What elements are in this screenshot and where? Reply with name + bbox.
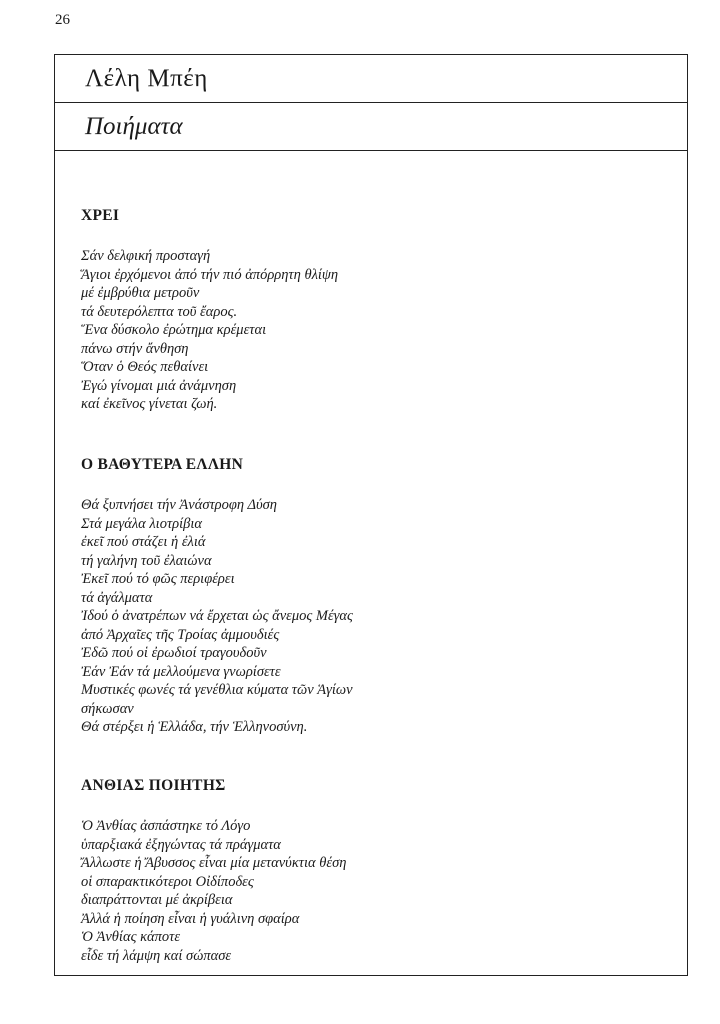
poem-line: Ἅγιοι ἐρχόμενοι ἀπό τήν πιό ἀπόρρητη θλίψη [81, 266, 339, 283]
poem-line: Ἕνα δύσκολο ἐρώτημα κρέμεται [81, 322, 267, 338]
poem-anthias-poiitis [81, 777, 346, 965]
poem-vathytera-ellin [81, 456, 353, 737]
poem-title: Ο ΒΑΘΥΤΕΡΑ ΕΛΛΗΝ [81, 456, 244, 473]
poem-xrei [81, 207, 338, 414]
poem-line: διαπράττονται μέ ἀκρίβεια [81, 892, 233, 908]
poem-frame [54, 54, 688, 976]
poem-lines [81, 247, 338, 414]
poem-line: σήκωσαν [81, 700, 134, 717]
poem-line: Ἄλλωστε ἡ Ἄβυσσος εἶναι μία μετανύκτια θέση [81, 855, 347, 871]
poem-title: ΑΝΘΙΑΣ ΠΟΙΗΤΗΣ [81, 777, 226, 794]
collection-row [55, 103, 687, 151]
poem-line: πάνω στήν ἄνθηση [81, 340, 189, 357]
poem-line: Ἀλλά ἡ ποίηση εἶναι ἡ γυάλινη σφαίρα [81, 910, 300, 927]
poem-line: Θά στέρξει ἡ Ἑλλάδα, τήν Ἑλληνοσύνη. [81, 719, 308, 735]
poem-line: Ὁ Ἀνθίας ἀσπάστηκε τό Λόγο [81, 818, 251, 834]
poem-line: ἐκεῖ πού στάζει ἡ ἐλιά [81, 534, 206, 550]
poem-line: τή γαλήνη τοῦ ἐλαιώνα [81, 552, 212, 569]
poem-line: Ἐάν Ἐάν τά μελλούμενα γνωρίσετε [81, 663, 281, 680]
collection-title: Ποιήματα [85, 112, 183, 140]
poem-line: Ἐγώ γίνομαι μιά ἀνάμνηση [81, 377, 237, 394]
author-name: Λέλη Μπέη [85, 64, 208, 92]
poem-line: καί ἐκεῖνος γίνεται ζωή. [81, 396, 218, 412]
poem-line: Στά μεγάλα λιοτρίβια [81, 515, 202, 532]
poem-line: τά ἀγάλματα [81, 589, 153, 606]
poem-line: Σάν δελφική προσταγή [81, 248, 211, 264]
poem-line: Ὅταν ὁ Θεός πεθαίνει [81, 359, 209, 375]
poem-line: Θά ξυπνήσει τήν Ἀνάστροφη Δύση [81, 497, 277, 513]
poem-line: Ἐδῶ πού οἱ ἐρωδιοί τραγουδοῦν [81, 645, 267, 661]
poem-line: Μυστικές φωνές τά γενέθλια κύματα τῶν Ἁγίων [81, 682, 353, 698]
poem-title: ΧΡΕΙ [81, 207, 120, 224]
poem-line: μέ ἐμβρύθια μετροῦν [81, 285, 200, 301]
poem-line: ὑπαρξιακά ἐξηγώντας τά πράγματα [81, 836, 281, 853]
poem-line: τά δευτερόλεπτα τοῦ ἔαρος. [81, 303, 238, 320]
poem-lines [81, 817, 346, 965]
author-row [55, 55, 687, 103]
page-number: 26 [55, 12, 70, 28]
poem-line: Ἐκεῖ πού τό φῶς περιφέρει [81, 571, 235, 587]
poem-line: Ὁ Ἀνθίας κάποτε [81, 929, 181, 945]
poem-line: οἱ σπαρακτικότεροι Οἰδίποδες [81, 873, 254, 890]
poem-line: ἀπό Ἀρχαῖες τῆς Τροίας ἀμμουδιές [81, 626, 280, 643]
poem-line: εἶδε τή λάμψη καί σώπασε [81, 947, 232, 964]
poem-line: Ἰδού ὁ ἀνατρέπων νά ἔρχεται ὡς ἄνεμος Μέγας [81, 608, 353, 624]
poem-lines [81, 496, 353, 737]
